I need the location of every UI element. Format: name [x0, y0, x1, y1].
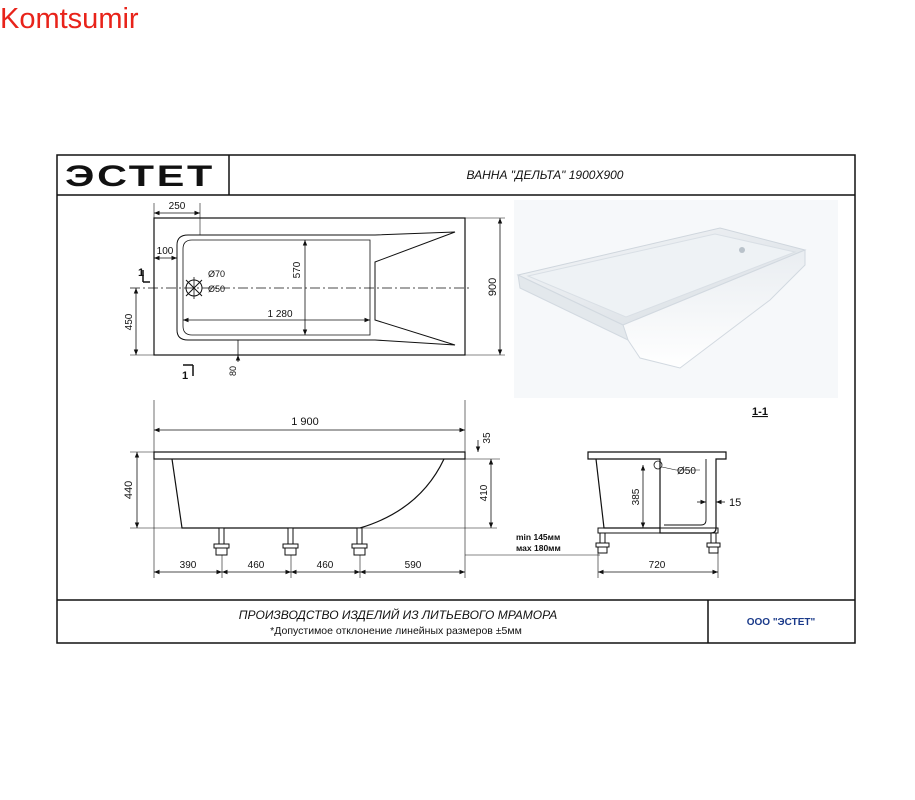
- footer-main-text: ПРОИЗВОДСТВО ИЗДЕЛИЙ ИЗ ЛИТЬЕВОГО МРАМОРА: [238, 608, 558, 622]
- bathtub-render: [514, 200, 838, 398]
- dim-35: 35: [482, 432, 493, 444]
- section-drain-d50: Ø50: [677, 466, 696, 477]
- dim-1900: 1 900: [291, 416, 319, 428]
- watermark-text: Komtsumir: [0, 3, 139, 35]
- company-name: ООО "ЭСТЕТ": [746, 617, 816, 628]
- drain-d70: Ø70: [208, 269, 226, 279]
- leg-max-height: мах 180мм: [516, 543, 561, 553]
- side-view: [123, 400, 600, 578]
- dim-570: 570: [292, 261, 303, 279]
- dim-80: 80: [228, 365, 238, 377]
- dim-900: 900: [487, 277, 499, 297]
- drawing-title: ВАННА "ДЕЛЬТА" 1900X900: [466, 168, 624, 182]
- leg-min-height: min 145мм: [516, 532, 561, 542]
- dim-460-a: 460: [247, 560, 265, 571]
- dim-410: 410: [479, 484, 490, 502]
- footer-note: *Допустимое отклонение линейных размеров ±5мм: [270, 625, 522, 637]
- plan-view: [124, 201, 505, 382]
- drain-d50: Ø50: [208, 284, 226, 294]
- logo: ЭСТЕТ: [65, 160, 215, 193]
- dim-385: 385: [631, 488, 642, 506]
- dim-450: 450: [124, 313, 135, 331]
- dim-590: 590: [404, 560, 422, 571]
- dim-460-b: 460: [316, 560, 334, 571]
- dim-720: 720: [648, 560, 666, 571]
- dim-440: 440: [123, 480, 135, 500]
- dim-15: 15: [729, 497, 742, 509]
- section-view: [588, 452, 741, 578]
- section-label: 1-1: [752, 406, 768, 418]
- dim-1280: 1 280: [267, 309, 293, 320]
- section-mark-top: 1: [138, 267, 145, 279]
- section-mark-bottom: 1: [182, 370, 189, 382]
- dim-390: 390: [179, 560, 197, 571]
- dim-250: 250: [168, 201, 186, 212]
- dim-100: 100: [156, 246, 174, 257]
